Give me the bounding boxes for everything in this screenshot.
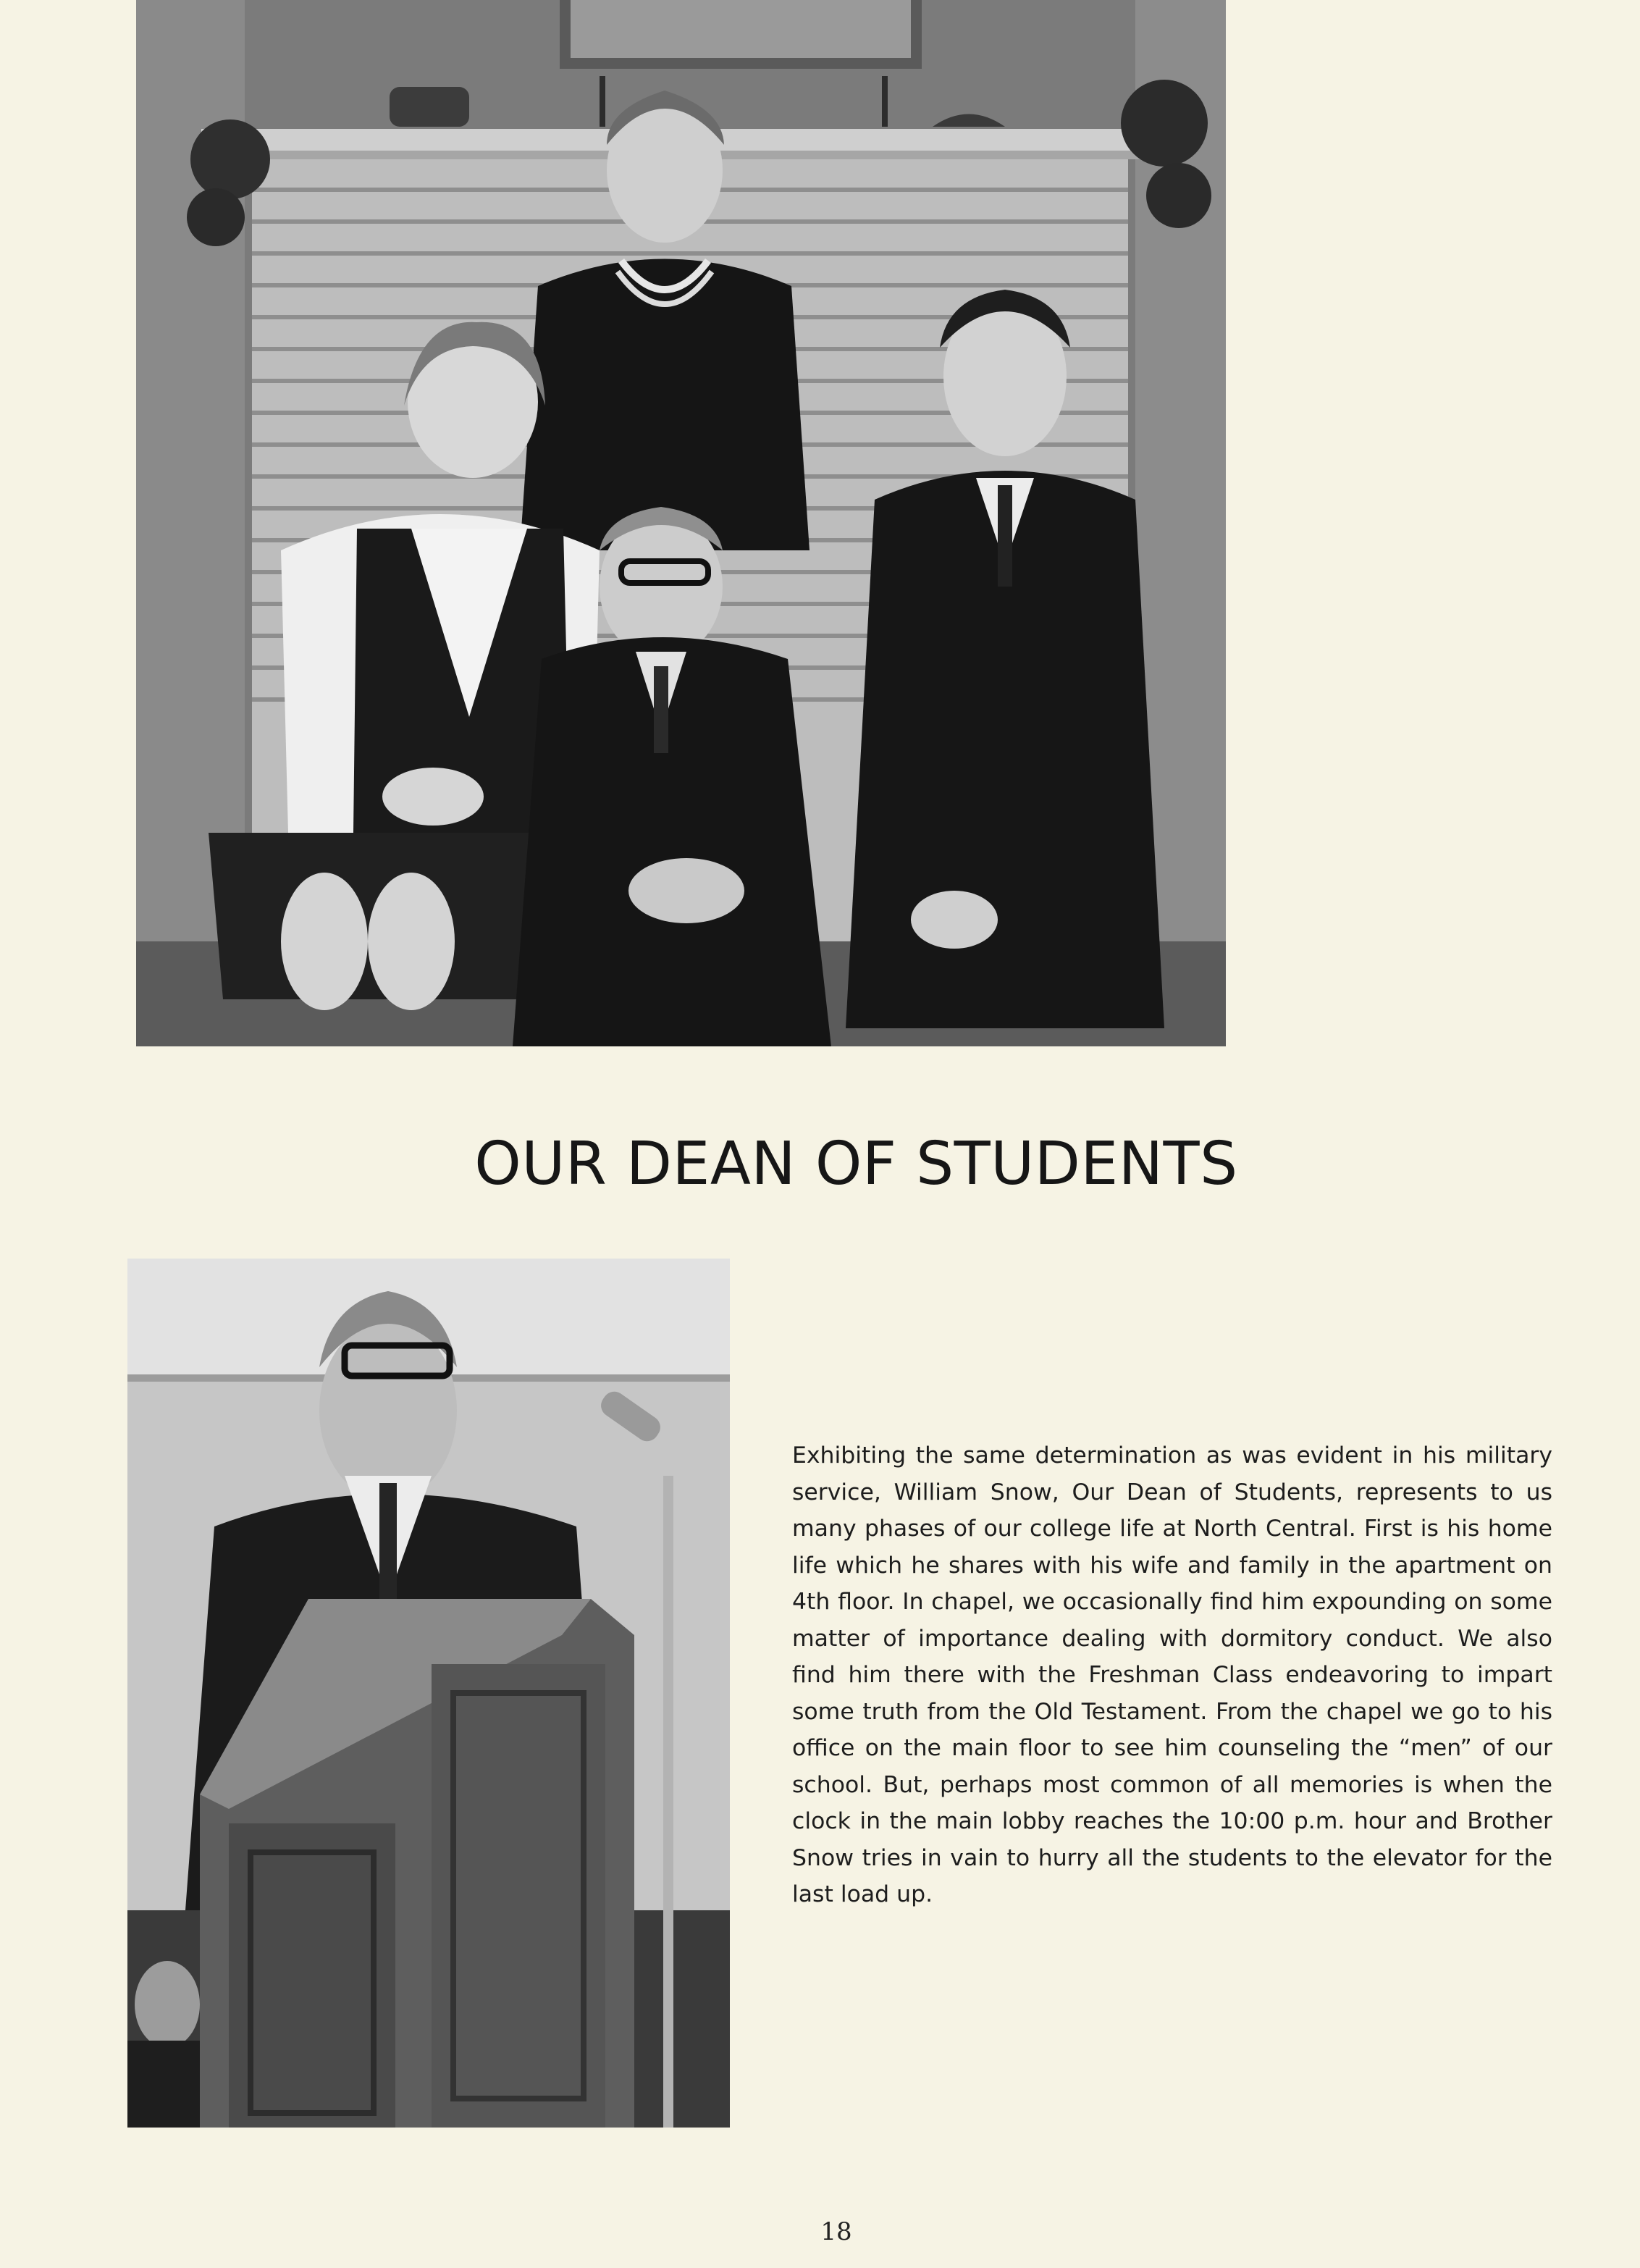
podium-photo [127, 1259, 730, 2128]
page-title: OUR DEAN OF STUDENTS [474, 1130, 1238, 1198]
article-paragraph: Exhibiting the same determination as was evident in his military service, William Snow, Our Dean of Students, represents to us many phases of our college life at North Central. First is his home life which he shares with his wife and family in the apartment on 4th floor. In chapel, we occasionally find him expounding on some matter of importance dealing with dormitory conduct. We also find him there with the Freshman Class endeavoring to impart some truth from the Old Testament. From the chapel we go to his office on the main floor to see him counseling the “men” of our school. But, perhaps most common of all memories is when the clock in the main lobby reaches the 10:00 p.m. hour and Brother Snow tries in vain to hurry all the students to the elevator for the last load up. [792, 1442, 1552, 1907]
page-number: 18 [820, 2217, 852, 2246]
family-photo [136, 0, 1226, 1046]
